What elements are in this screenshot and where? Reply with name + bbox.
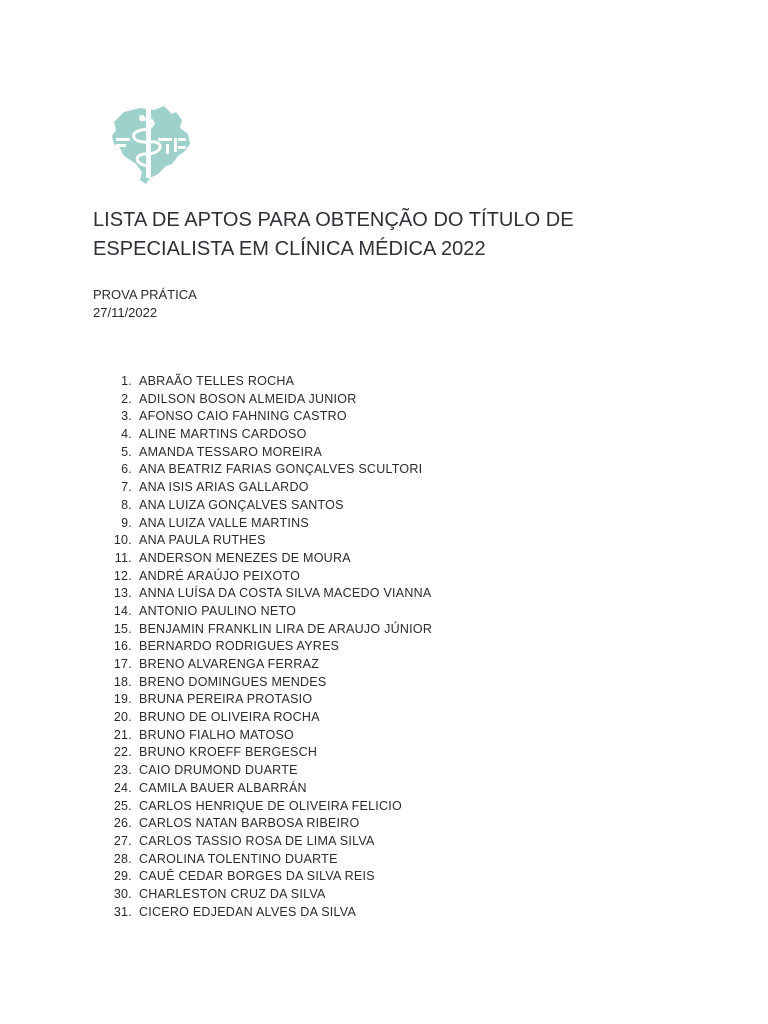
list-item-number: 31. xyxy=(113,904,132,919)
candidate-name: ANA LUIZA GONÇALVES SANTOS xyxy=(139,497,344,512)
list-item-number: 27. xyxy=(113,833,132,848)
list-item-number: 28. xyxy=(113,851,132,866)
list-item-number: 4. xyxy=(121,427,132,442)
candidate-name: CHARLESTON CRUZ DA SILVA xyxy=(139,886,326,901)
candidate-name: CICERO EDJEDAN ALVES DA SILVA xyxy=(139,904,357,919)
list-item-number: 13. xyxy=(113,586,132,601)
candidate-name: CAMILA BAUER ALBARRÁN xyxy=(139,780,307,795)
candidate-name: CAIO DRUMOND DUARTE xyxy=(139,763,298,778)
candidate-name: CARLOS HENRIQUE DE OLIVEIRA FELICIO xyxy=(139,798,402,813)
list-item-number: 18. xyxy=(113,674,132,689)
exam-date: 27/11/2022 xyxy=(93,305,158,320)
list-item-number: 2. xyxy=(121,391,132,406)
list-item-number: 29. xyxy=(113,869,132,884)
list-item-number: 11. xyxy=(114,550,132,565)
candidate-name: CAUÊ CEDAR BORGES DA SILVA REIS xyxy=(139,869,375,884)
candidate-name: CARLOS TASSIO ROSA DE LIMA SILVA xyxy=(139,833,375,848)
list-item-number: 15. xyxy=(113,621,132,636)
list-item-number: 7. xyxy=(121,480,132,495)
candidate-name: BRUNA PEREIRA PROTASIO xyxy=(139,692,313,707)
candidate-name: CAROLINA TOLENTINO DUARTE xyxy=(139,851,338,866)
list-item-number: 3. xyxy=(121,409,132,424)
candidate-name: ADILSON BOSON ALMEIDA JUNIOR xyxy=(139,391,357,406)
candidate-name: ANDRÉ ARAÚJO PEIXOTO xyxy=(139,568,301,583)
candidate-name: BERNARDO RODRIGUES AYRES xyxy=(139,639,340,654)
list-item-number: 17. xyxy=(113,657,132,671)
candidate-name: BRENO ALVARENGA FERRAZ xyxy=(139,657,320,671)
brazil-map-caduceus-icon xyxy=(106,104,194,184)
list-item-number: 20. xyxy=(113,710,132,725)
list-item-number: 6. xyxy=(121,462,132,477)
list-item-number: 21. xyxy=(113,727,132,742)
candidate-name: BRUNO FIALHO MATOSO xyxy=(139,727,295,742)
candidate-name: ANA ISIS ARIAS GALLARDO xyxy=(139,480,309,495)
candidate-name: BENJAMIN FRANKLIN LIRA DE ARAUJO JÚNIOR xyxy=(139,621,433,636)
candidate-name: ANNA LUÍSA DA COSTA SILVA MACEDO VIANNA xyxy=(139,586,432,601)
candidate-name: AFONSO CAIO FAHNING CASTRO xyxy=(139,409,347,424)
title-line-1: LISTA DE APTOS PARA OBTENÇÃO DO TÍTULO DE xyxy=(93,209,574,231)
list-item-number: 30. xyxy=(113,886,132,901)
candidate-name: ANA PAULA RUTHES xyxy=(139,533,266,548)
list-item-number: 14. xyxy=(113,603,132,618)
list-item-number: 9. xyxy=(121,515,132,530)
society-logo xyxy=(106,104,194,184)
list-item-number: 22. xyxy=(113,745,132,760)
list-item-number: 12. xyxy=(113,568,132,583)
list-item-number: 1. xyxy=(121,374,132,388)
candidate-name: ANTONIO PAULINO NETO xyxy=(139,603,297,618)
candidate-name: BRUNO KROEFF BERGESCH xyxy=(139,745,318,760)
list-item-number: 8. xyxy=(121,497,132,512)
document-title xyxy=(93,206,713,264)
candidate-name: ANA LUIZA VALLE MARTINS xyxy=(139,515,309,530)
candidate-name: ABRAÃO TELLES ROCHA xyxy=(139,374,295,388)
list-item-number: 25. xyxy=(113,798,132,813)
list-item-number: 16. xyxy=(113,639,132,654)
candidate-name: CARLOS NATAN BARBOSA RIBEIRO xyxy=(139,816,360,831)
list-item-number: 19. xyxy=(113,692,132,707)
title-line-2: ESPECIALISTA EM CLÍNICA MÉDICA 2022 xyxy=(93,238,486,260)
document-meta xyxy=(93,286,197,322)
list-item-number: 10. xyxy=(113,533,132,548)
list-item-number: 5. xyxy=(121,444,132,459)
list-item-number: 24. xyxy=(113,780,132,795)
candidate-name: BRUNO DE OLIVEIRA ROCHA xyxy=(139,710,320,725)
list-item-number: 23. xyxy=(113,763,132,778)
exam-type: PROVA PRÁTICA xyxy=(93,287,197,302)
candidate-name: BRENO DOMINGUES MENDES xyxy=(139,674,327,689)
candidate-name: AMANDA TESSARO MOREIRA xyxy=(139,444,323,459)
candidate-name: ANA BEATRIZ FARIAS GONÇALVES SCULTORI xyxy=(139,462,423,477)
candidate-name: ANDERSON MENEZES DE MOURA xyxy=(139,550,351,565)
list-item-number: 26. xyxy=(113,816,132,831)
candidate-name: ALINE MARTINS CARDOSO xyxy=(139,427,307,442)
